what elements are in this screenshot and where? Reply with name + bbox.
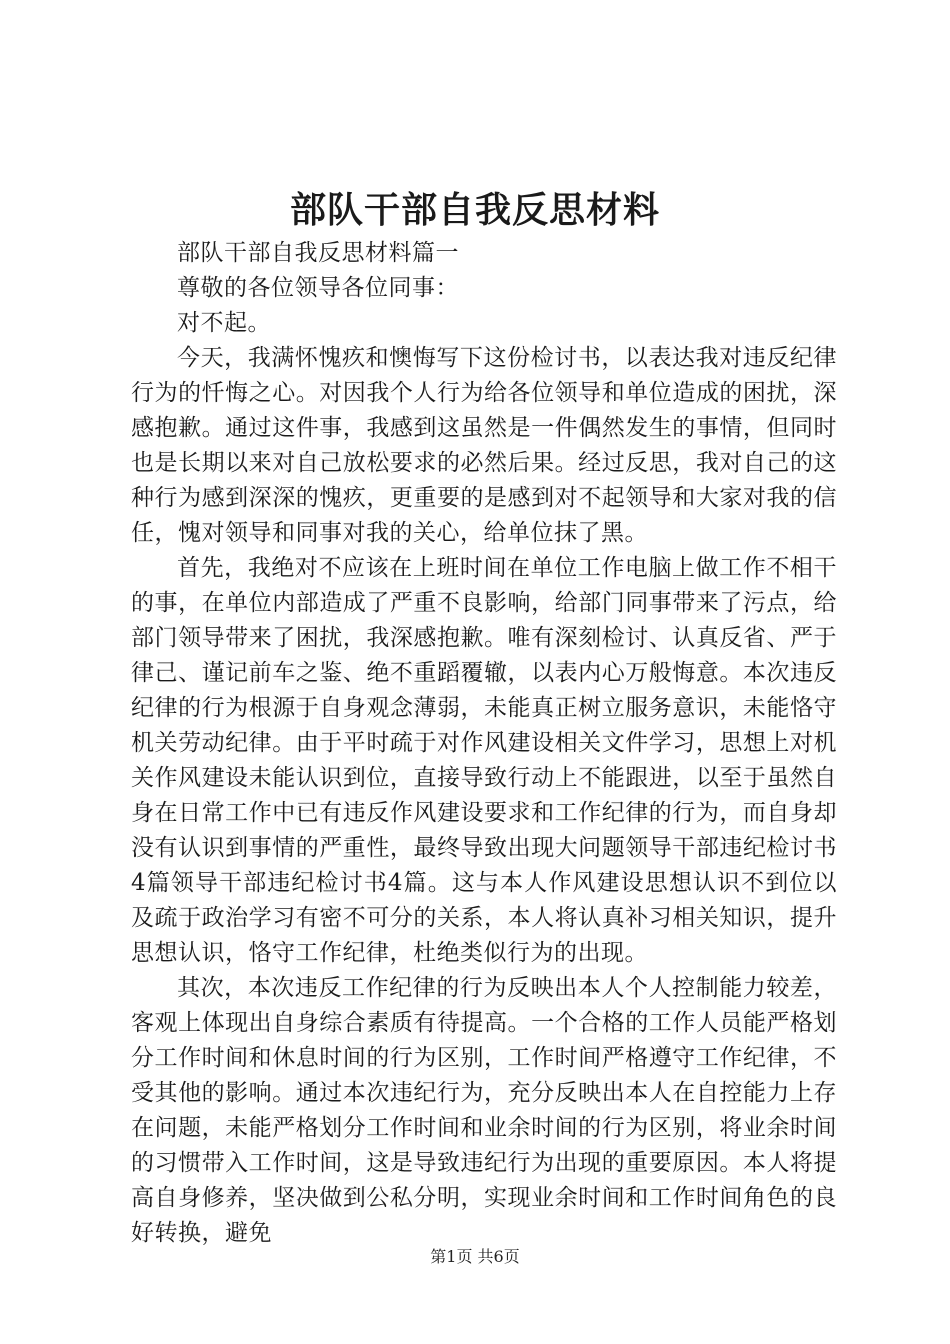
paragraph: 其次，本次违反工作纪律的行为反映出本人个人控制能力较差，客观上体现出自身综合素质有待提高。一个合格的工作人员能严格划分工作时间和休息时间的行为区别，工作时间严格遵守工作纪律，不受其他的影响。通过本次违纪行为，充分反映出本人在自控能力上存在问题，未能严格划分工作时间和业余时间的行为区别，将业余时间的习惯带入工作时间，这是导致违纪行为出现的重要原因。本人将提高自身修养，坚决做到公私分明，实现业余时间和工作时间角色的良好转换，避免 [131,975,837,1246]
document-body [131,236,837,1251]
salutation: 尊敬的各位领导各位同事： [177,275,459,301]
section-heading: 部队干部自我反思材料篇一 [177,240,459,266]
page-footer: 第1页 共6页 [430,1247,520,1266]
paragraph: 今天，我满怀愧疚和懊悔写下这份检讨书，以表达我对违反纪律行为的忏悔之心。对因我个人行为给各位领导和单位造成的困扰，深感抱歉。通过这件事，我感到这虽然是一件偶然发生的事情，但同时也是长期以来对自己放松要求的必然后果。经过反思，我对自己的这种行为感到深深的愧疚，更重要的是感到对不起领导和大家对我的信任，愧对领导和同事对我的关心，给单位抹了黑。 [131,345,837,546]
document-title: 部队干部自我反思材料 [289,189,660,231]
apology-line: 对不起。 [177,310,271,336]
paragraph: 首先，我绝对不应该在上班时间在单位工作电脑上做工作不相干的事，在单位内部造成了严重不良影响，给部门同事带来了污点，给部门领导带来了困扰，我深感抱歉。唯有深刻检讨、认真反省、严于律己、谨记前车之鉴、绝不重蹈覆辙，以表内心万般悔意。本次违反纪律的行为根源于自身观念薄弱，未能真正树立服务意识，未能恪守机关劳动纪律。由于平时疏于对作风建设相关文件学习，思想上对机关作风建设未能认识到位，直接导致行动上不能跟进，以至于虽然自身在日常工作中已有违反作风建设要求和工作纪律的行为，而自身却没有认识到事情的严重性，最终导致出现大问题领导干部违纪检讨书4篇领导干部违纪检讨书4篇。这与本人作风建设思想认识不到位以及疏于政治学习有密不可分的关系，本人将认真补习相关知识，提升思想认识，恪守工作纪律，杜绝类似行为的出现。 [131,555,837,966]
